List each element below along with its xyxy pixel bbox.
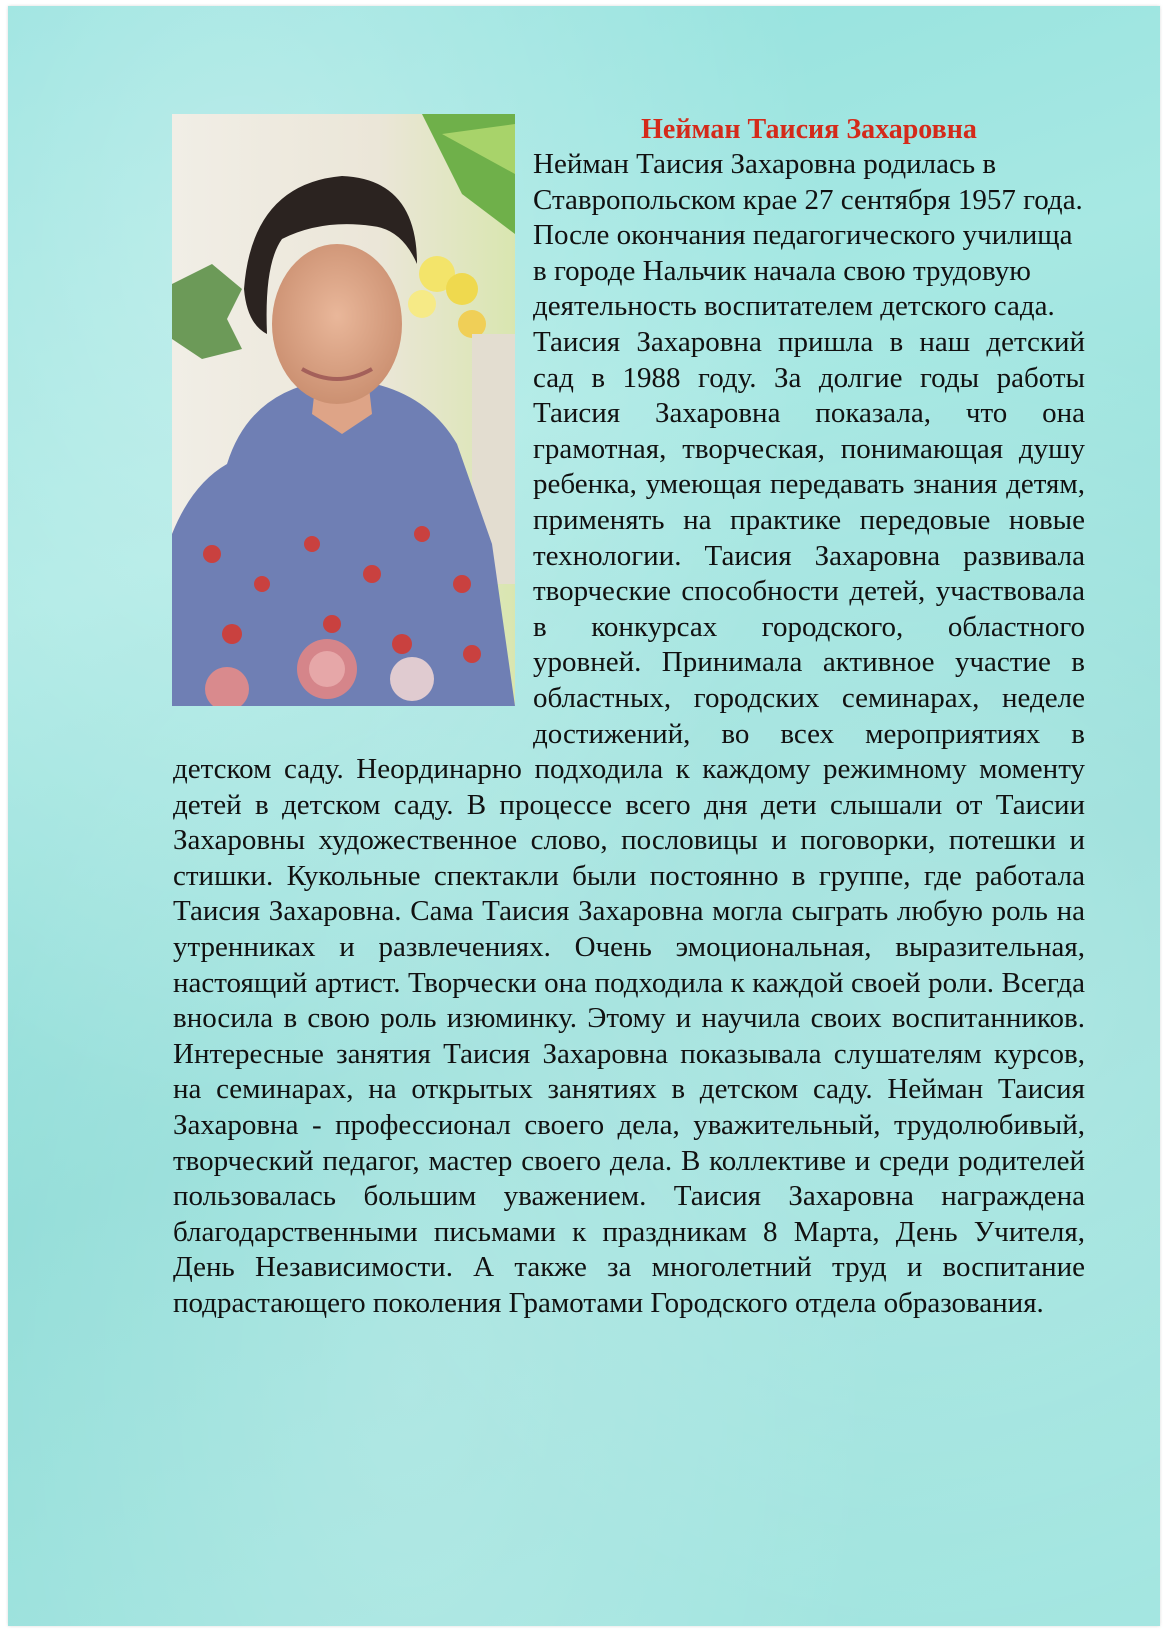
person-name-title: Нейман Таисия Захаровна xyxy=(641,114,977,145)
paragraph-career: Таисия Захаровна пришла в наш детский сад в 1988 году. За долгие годы работы Таисия Захаровна показала, что она грамотная, творческая, понимающая душу ребенка, умеющая передавать знания детям, применять на практике передовые новые технологии. Таисия Захаровна развивала творческие способности детей, участвовала в конкурсах городского, областного уровней. Принимала активное участие в областных, городских семинарах, неделе достижений, во всех мероприятиях в детском саду. Неординарно подходила к каждому режимному моменту детей в детском саду. В процессе всего дня дети слышали от Таисии Захаровны художественное слово, пословицы и поговорки, потешки и стишки. Кукольные спектакли были постоянно в группе, где работала Таисия Захаровна. Сама Таисия Захаровна могла сыграть любую роль на утренниках и развлечениях. Очень эмоциональная, выразительная, настоящий артист. Творчески она подходила к каждой своей роли. Всегда вносила в свою роль изюминку. Этому и научила своих воспитанников. Интересные занятия Таисия Захаровна показывала слушателям курсов, на семинарах, на открытых занятиях в детском саду. Нейман Таисия Захаровна - профессионал своего дела, уважительный, трудолюбивый, творческий педагог, мастер своего дела. В коллективе и среди родителей пользовалась большим уважением. Таисия Захаровна награждена благодарственными письмами к праздникам 8 Марта, День Учителя, День Независимости. А также за многолетний труд и воспитание подрастающего поколения Грамотами Городского отдела образования. xyxy=(173,325,1085,1319)
photo-spacer xyxy=(173,112,533,719)
paragraph-education: После окончания педагогического училища в городе Нальчик начала свою трудовую деятельность воспитателем детского сада. xyxy=(533,219,1073,323)
biography-text xyxy=(173,112,1085,1322)
paragraph-birth: Нейман Таисия Захаровна родилась в Ставропольском крае 27 сентября 1957 года. xyxy=(533,148,1083,216)
document-page xyxy=(8,6,1160,1626)
